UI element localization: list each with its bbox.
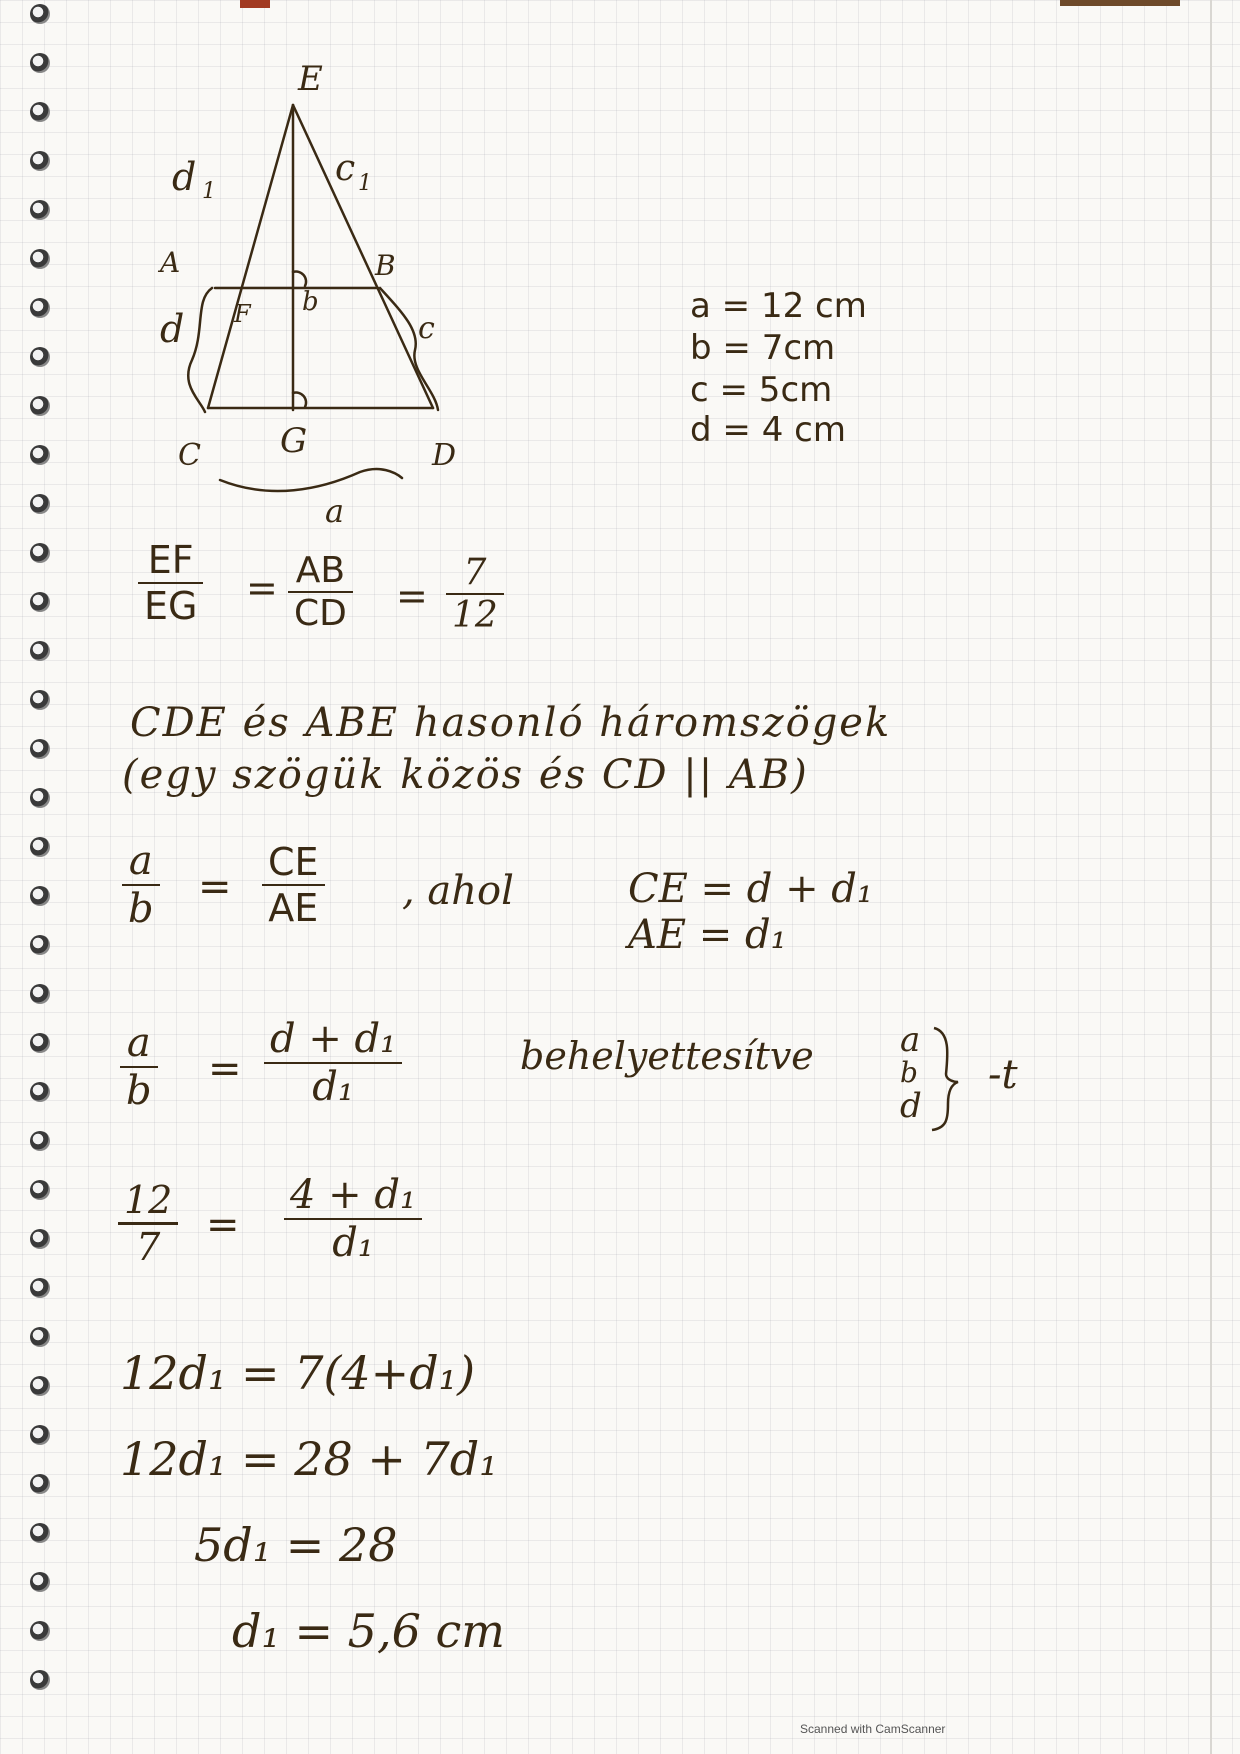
brace-a bbox=[220, 469, 402, 491]
spiral-hole bbox=[30, 347, 50, 367]
ratio2-d1: b bbox=[128, 886, 154, 932]
ratio4-frac2 bbox=[284, 1172, 422, 1266]
ratio4-eq: = bbox=[206, 1202, 240, 1248]
ratio2-d2: AE bbox=[268, 886, 319, 930]
spiral-hole bbox=[30, 1376, 50, 1396]
given-c-var: c bbox=[690, 370, 709, 410]
spiral-hole bbox=[30, 1425, 50, 1445]
ratio3-suffix: -t bbox=[988, 1052, 1018, 1098]
label-B: B bbox=[375, 249, 396, 282]
given-a bbox=[690, 286, 867, 326]
brace-d bbox=[188, 288, 212, 412]
ratio3-d2: d₁ bbox=[312, 1064, 354, 1110]
spiral-hole bbox=[30, 494, 50, 514]
right-angle-G bbox=[293, 393, 306, 407]
ratio1-frac3 bbox=[446, 552, 504, 636]
spiral-hole bbox=[30, 1278, 50, 1298]
spiral-hole bbox=[30, 1474, 50, 1494]
spiral-hole bbox=[30, 4, 50, 24]
given-b-value: = 7cm bbox=[722, 328, 836, 368]
label-D: D bbox=[432, 438, 457, 473]
given-d-value: = 4 cm bbox=[722, 410, 846, 450]
step-2: 12d₁ = 28 + 7d₁ bbox=[120, 1432, 498, 1486]
spiral-hole bbox=[30, 935, 50, 955]
spiral-hole bbox=[30, 1670, 50, 1690]
similarity-line1: CDE és ABE hasonló háromszögek bbox=[130, 700, 892, 746]
label-A: A bbox=[160, 246, 181, 279]
label-c1: c bbox=[335, 148, 356, 189]
ratio1-d1: EG bbox=[144, 584, 198, 628]
spiral-hole bbox=[30, 788, 50, 808]
ratio3-frac2 bbox=[264, 1016, 402, 1110]
trapezoid-diagram bbox=[150, 60, 470, 530]
label-d: d bbox=[160, 307, 185, 351]
spiral-hole bbox=[30, 739, 50, 759]
ratio3-var-d: d bbox=[900, 1086, 922, 1126]
ratio1-n3: 7 bbox=[446, 552, 504, 595]
label-C: C bbox=[178, 438, 201, 473]
ratio3-n1: a bbox=[120, 1020, 158, 1068]
spiral-hole bbox=[30, 53, 50, 73]
spiral-hole bbox=[30, 249, 50, 269]
step-3: 5d₁ = 28 bbox=[194, 1518, 398, 1572]
ratio3-note: behelyettesítve bbox=[520, 1034, 814, 1078]
spiral-hole bbox=[30, 1621, 50, 1641]
spiral-hole bbox=[30, 690, 50, 710]
top-strip-red bbox=[240, 0, 270, 8]
spiral-hole bbox=[30, 1180, 50, 1200]
ratio3-var-a: a bbox=[900, 1020, 921, 1060]
spiral-hole bbox=[30, 298, 50, 318]
spiral-hole bbox=[30, 1033, 50, 1053]
given-a-value: = 12 cm bbox=[721, 286, 867, 326]
brace-c bbox=[380, 288, 438, 410]
ratio3-eq: = bbox=[208, 1046, 242, 1092]
label-E: E bbox=[298, 60, 323, 99]
ratio4-n1: 12 bbox=[118, 1178, 178, 1225]
spiral-hole bbox=[30, 1523, 50, 1543]
spiral-hole bbox=[30, 1082, 50, 1102]
spiral-hole bbox=[30, 641, 50, 661]
given-b-var: b bbox=[690, 328, 712, 368]
scanner-watermark: Scanned with CamScanner bbox=[800, 1722, 946, 1736]
ratio1-n1: EF bbox=[138, 538, 203, 584]
ratio2-n1: a bbox=[122, 838, 160, 886]
label-G: G bbox=[280, 421, 308, 461]
label-b: b bbox=[302, 287, 319, 317]
step-4: d₁ = 5,6 cm bbox=[232, 1604, 505, 1658]
ratio2-frac1 bbox=[122, 838, 160, 932]
spiral-hole bbox=[30, 151, 50, 171]
line-E-D bbox=[293, 105, 433, 408]
spiral-hole bbox=[30, 445, 50, 465]
top-strip-brown bbox=[1060, 0, 1180, 6]
page-edge bbox=[1210, 0, 1212, 1754]
ratio1-d3: 12 bbox=[452, 595, 498, 636]
label-F: F bbox=[234, 300, 251, 328]
spiral-hole bbox=[30, 984, 50, 1004]
ratio4-d1: 7 bbox=[136, 1225, 161, 1269]
spiral-binding bbox=[24, 0, 64, 1754]
ratio3-brace bbox=[928, 1024, 968, 1134]
label-d1: d bbox=[172, 155, 197, 199]
ratio2-where: , ahol bbox=[402, 868, 514, 914]
given-a-var: a bbox=[690, 286, 711, 326]
ratio3-n2: d + d₁ bbox=[264, 1016, 402, 1064]
spiral-hole bbox=[30, 1229, 50, 1249]
label-d1-sub: 1 bbox=[202, 179, 216, 204]
spiral-hole bbox=[30, 837, 50, 857]
spiral-hole bbox=[30, 592, 50, 612]
ratio1-frac2 bbox=[288, 550, 353, 634]
spiral-hole bbox=[30, 543, 50, 563]
given-d bbox=[690, 410, 846, 450]
ratio1-eq2: = bbox=[396, 574, 428, 618]
right-angle-F bbox=[293, 272, 306, 286]
line-E-C bbox=[208, 105, 293, 408]
spiral-hole bbox=[30, 396, 50, 416]
ratio2-ae: AE = d₁ bbox=[628, 912, 787, 958]
ratio1-n2: AB bbox=[288, 550, 353, 593]
ratio1-eq1: = bbox=[246, 566, 278, 610]
ratio1-frac1 bbox=[138, 538, 203, 628]
given-d-var: d bbox=[690, 410, 712, 450]
spiral-hole bbox=[30, 886, 50, 906]
given-c-value: = 5cm bbox=[719, 370, 833, 410]
label-a: a bbox=[325, 492, 345, 530]
given-b bbox=[690, 328, 835, 368]
spiral-hole bbox=[30, 200, 50, 220]
ratio3-var-b: b bbox=[900, 1056, 918, 1089]
ratio1-d2: CD bbox=[294, 593, 347, 634]
ratio3-frac1 bbox=[120, 1020, 158, 1114]
spiral-hole bbox=[30, 102, 50, 122]
spiral-hole bbox=[30, 1131, 50, 1151]
ratio2-n2: CE bbox=[262, 840, 325, 886]
spiral-hole bbox=[30, 1572, 50, 1592]
ratio3-d1: b bbox=[126, 1068, 152, 1114]
ratio2-frac2 bbox=[262, 840, 325, 930]
ratio4-d2: d₁ bbox=[332, 1220, 374, 1266]
given-c bbox=[690, 370, 832, 410]
ratio2-ce: CE = d + d₁ bbox=[628, 866, 873, 912]
label-c1-sub: 1 bbox=[358, 171, 372, 196]
similarity-line2: (egy szögük közös és CD || AB) bbox=[122, 752, 809, 798]
spiral-hole bbox=[30, 1327, 50, 1347]
ratio4-n2: 4 + d₁ bbox=[284, 1172, 422, 1220]
label-c: c bbox=[418, 311, 435, 346]
step-1: 12d₁ = 7(4+d₁) bbox=[120, 1346, 476, 1400]
ratio4-frac1 bbox=[118, 1178, 178, 1269]
ratio2-eq: = bbox=[198, 864, 232, 910]
